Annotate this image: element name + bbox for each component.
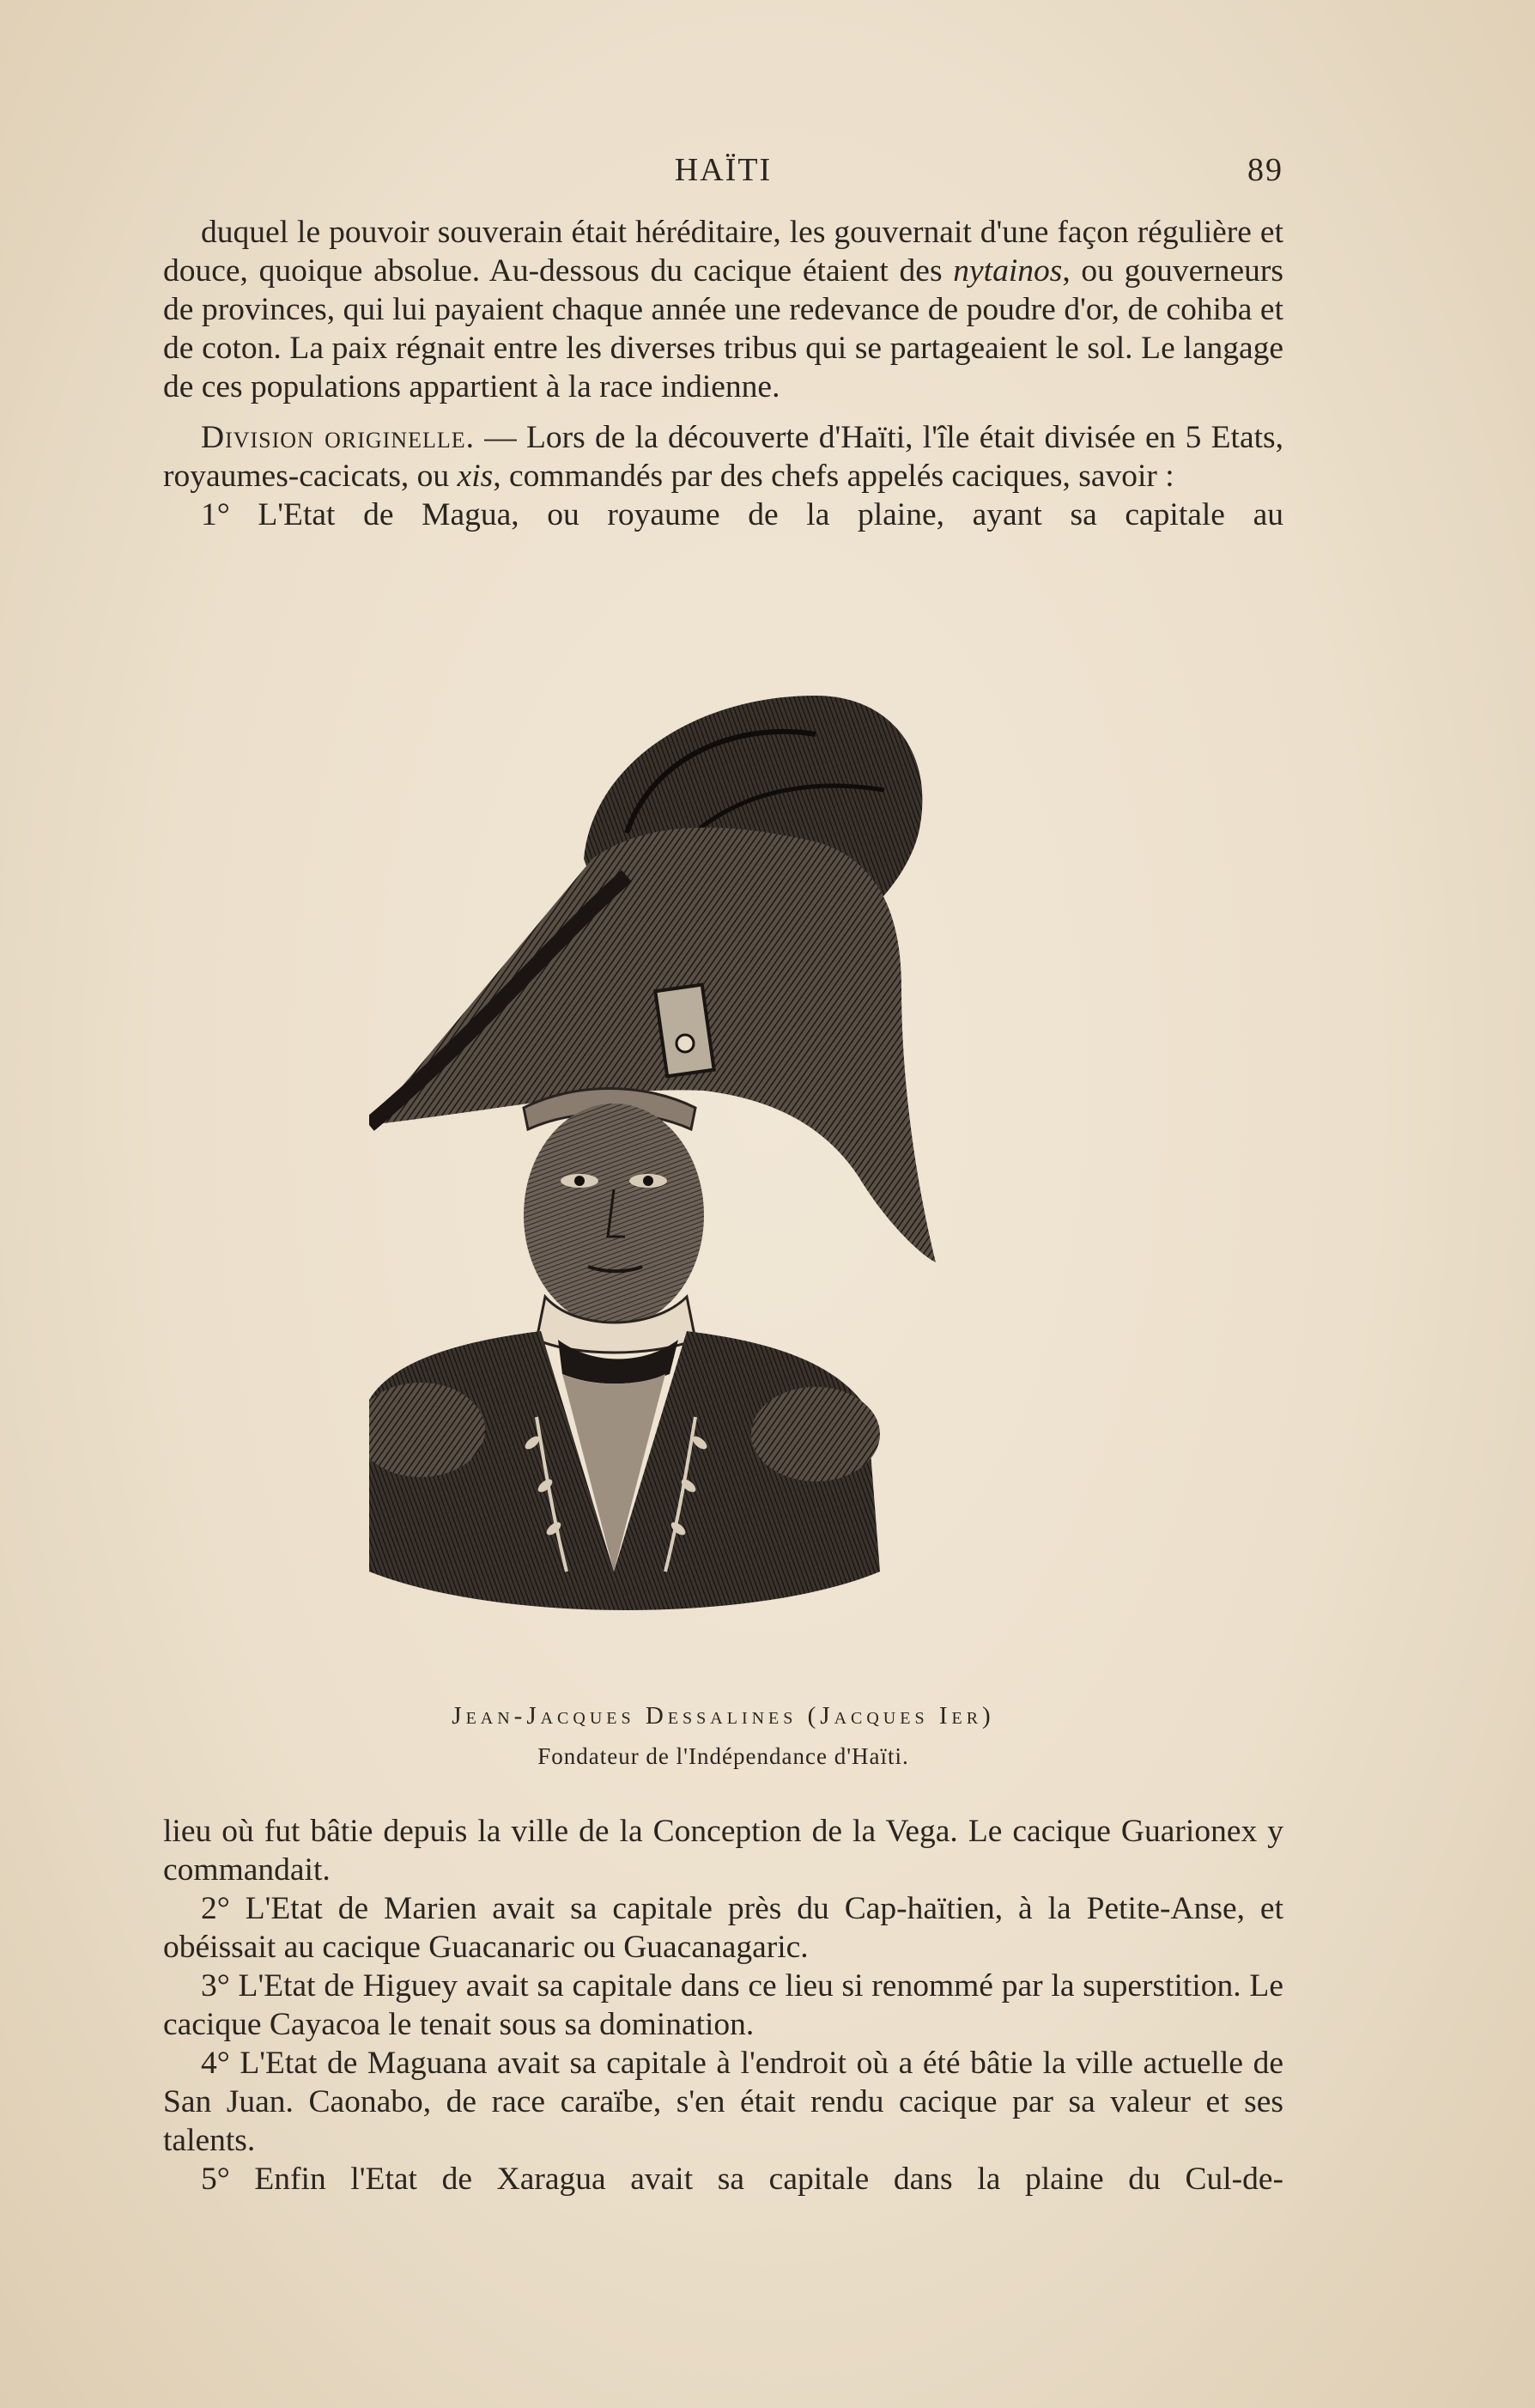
face <box>524 1104 704 1327</box>
figure-caption-title: Jean-Jacques Dessalines (Jacques Ier) <box>452 1702 995 1730</box>
paragraph: 4° L'Etat de Maguana avait sa capitale à l'endroit où a été bâtie la ville actuelle de San Juan. Caonabo, de race caraïbe, s'en était rendu cacique par sa valeur et ses talents. <box>163 2046 1283 2158</box>
paragraph <box>163 213 1283 406</box>
portrait-engraving <box>369 661 1082 1675</box>
paragraph-text: duquel le pouvoir souverain était héréditaire, les gouvernait d'une façon régulière et douce, quoique absolue. Au-dessous du cacique étaient des <box>163 215 1283 289</box>
paragraph: 3° L'Etat de Higuey avait sa capitale dans ce lieu si renommé par la superstition. Le cacique Cayacoa le tenait sous sa domination. <box>163 1968 1283 2042</box>
running-title: HAÏTI <box>674 152 773 188</box>
paragraph <box>163 418 1283 496</box>
paragraph <box>163 496 1283 534</box>
paragraph-text: — Lors de la découverte d'Haïti, l'île était divisée en 5 Etats, royaumes-cacicats, ou <box>163 420 1283 494</box>
paragraph: lieu où fut bâtie depuis la ville de la Conception de la Vega. Le cacique Guarionex y commandait. <box>163 1814 1283 1888</box>
paragraph-text: , ou gouverneurs de provinces, qui lui payaient chaque année une redevance de poudre d'or, de cohiba et de coton. La paix régnait entre les diverses tribus qui se partageaient le sol. Le langage de ces populations appartient à la race indienne. <box>163 253 1283 404</box>
paragraph-text: , commandés par des chefs appelés caciques, savoir : <box>493 459 1174 494</box>
page-number: 89 <box>1247 152 1283 188</box>
paragraph: 2° L'Etat de Marien avait sa capitale près du Cap-haïtien, à la Petite-Anse, et obéissait au cacique Guacanaric ou Guacanagaric. <box>163 1891 1283 1965</box>
italic-term: nytainos <box>953 253 1063 289</box>
section-lead: Division originelle. <box>201 420 475 455</box>
paragraph: 5° Enfin l'Etat de Xaragua avait sa capitale dans la plaine du Cul-de- <box>201 2162 1283 2197</box>
right-epaulette <box>751 1387 880 1481</box>
top-text-block <box>163 213 1283 534</box>
figure-caption-subtitle: Fondateur de l'Indépendance d'Haïti. <box>537 1743 909 1769</box>
paragraph-text: 1° L'Etat de Magua, ou royaume de la plaine, ayant sa capitale au <box>201 497 1283 532</box>
running-header <box>163 146 1283 198</box>
italic-term: xis <box>457 459 494 494</box>
bottom-text-block <box>163 1812 1283 2198</box>
